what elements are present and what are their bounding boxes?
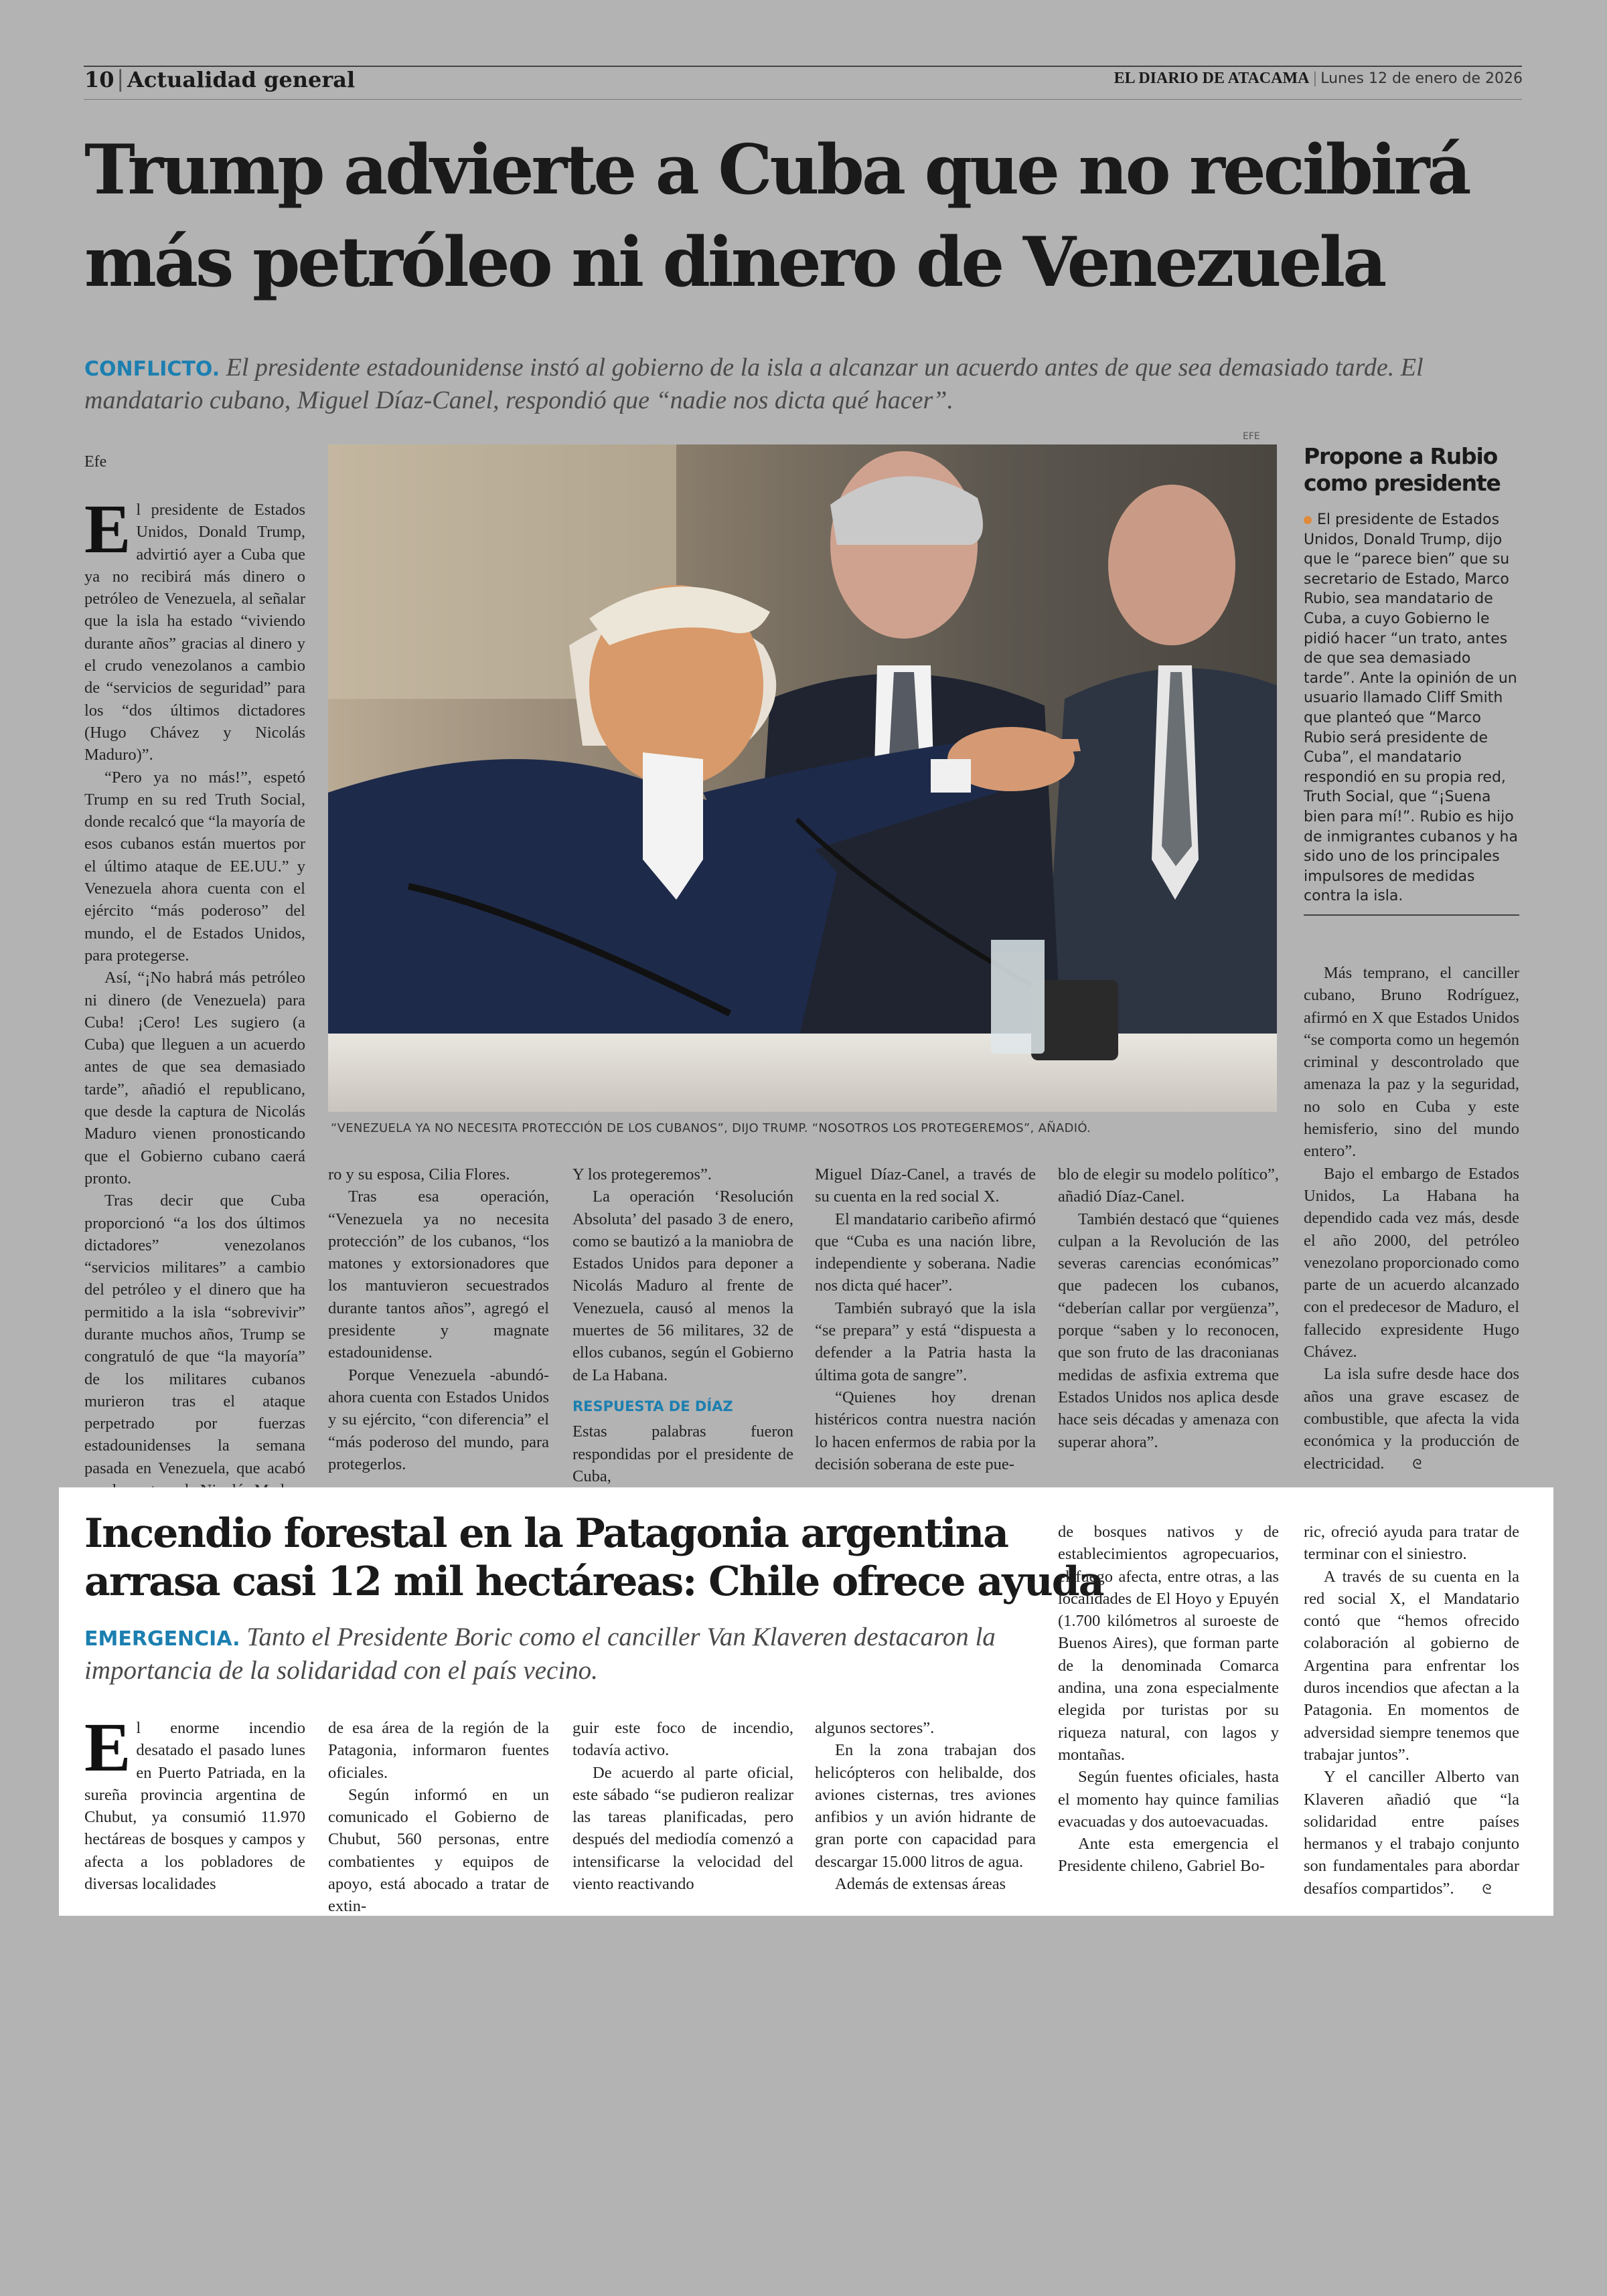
paragraph: Tras esa operación, “Venezuela ya no necesita protección” de los cubanos, “los matones y extorsionadores que los mantuvieron secuestrados durante tantos años”, agregó el presidente y magnate estadounidense. — [328, 1187, 549, 1362]
newspaper-name: EL DIARIO DE ATACAMA — [1114, 70, 1310, 87]
paragraph: ro y su esposa, Cilia Flores. — [328, 1165, 510, 1183]
article2-col5 — [1058, 1521, 1279, 1911]
photo-illustration — [328, 444, 1277, 1112]
main-photo — [328, 444, 1277, 1112]
paragraph: También destacó que “quienes culpan a la Revolución de las severas carencias económicas” que padecen los cubanos, “deberían callar por vergüenza”, porque “saben y lo reconocen, que son fruto de las draconianas medidas de asfixia extrema que Estados Unidos nos aplica desde hace seis décadas y amenaza con superar ahora”. — [1058, 1210, 1279, 1451]
end-mark-icon: ᘓ — [1482, 1880, 1492, 1897]
paragraph: Tras decir que Cuba proporcionó “a los dos últimos dictadores” venezolanos “servicios militares” a cambio del petróleo y el dinero que ha permitido a la isla “sobrevivir” durante muchos años, Trump se congratuló de que “la mayoría” de los militares cubanos murieron tras el ataque perpetrado por fuerzas estadounidenses la semana pasada en Venezuela, que acabó — [84, 1192, 305, 1477]
paragraph: El mandatario caribeño afirmó que “Cuba es una nación libre, independiente y soberana. Nadie nos dicta qué hacer”. — [815, 1210, 1036, 1295]
paragraph: Además de extensas áreas — [835, 1875, 1006, 1894]
section-name: Actualidad general — [127, 67, 356, 92]
kicker: CONFLICTO. — [84, 357, 220, 381]
article2-lede — [84, 1621, 1022, 1686]
article1-headline — [84, 124, 1523, 309]
paragraph: guir este foco de incendio, todavía activo. — [572, 1719, 793, 1760]
drop-cap: E — [84, 491, 131, 568]
sidebar-box — [1304, 443, 1519, 916]
sidebar-rule — [1304, 914, 1519, 916]
end-mark-icon: ᘓ — [1412, 1455, 1422, 1472]
paragraph: La isla sufre desde hace dos años una grave escasez de combustible, que afecta la vida económica y la producción de electricidad. ᘓ — [1304, 1363, 1519, 1475]
article2-col3 — [572, 1717, 793, 1911]
article2-headline: Incendio forestal en la Patagonia argentina arrasa casi 12 mil hectáreas: Chile ofrece ayuda — [84, 1510, 1103, 1605]
paragraph: También subrayó que la isla “se prepara” y está “dispuesta a defender a la Patria hasta la última gota de sangre”. — [815, 1299, 1036, 1384]
paragraph: l presidente de Estados Unidos, Donald Trump, advirtió ayer a Cuba que ya no recibirá más dinero o petróleo de Venezuela, al señalar que la isla ha estado “viviendo durante años” gracias al dinero y el crudo venezolanos a cambio de “servicios de seguridad” para los “dos últimos dictadores (Hugo Chávez y Nicolás Maduro)”. — [84, 501, 305, 764]
photo-caption: “VENEZUELA YA NO NECESITA PROTECCIÓN DE LOS CUBANOS”, DIJO TRUMP. “NOSOTROS LOS PROTEGEREMOS”, AÑADIÓ. — [331, 1121, 1091, 1135]
headline-line-2: más petróleo ni dinero de Venezuela — [84, 222, 1385, 303]
paragraph: Bajo el embargo de Estados Unidos, La Habana ha dependido cada vez más, desde el año 2000, del petróleo venezolano proporcionado como parte de un acuerdo alcanzado con el predecesor de Maduro, el fallecido expresidente Hugo Chávez. — [1304, 1164, 1519, 1362]
article2-col1 — [84, 1709, 305, 1911]
paragraph: Más temprano, el canciller cubano, Bruno Rodríguez, afirmó en X que Estados Unidos “se comporta como un hegemón criminal y descontrolado que amenaza la paz y la seguridad, no solo en Cuba y este hemisferio, sino del mundo entero”. — [1304, 964, 1519, 1161]
page-header — [84, 67, 1523, 98]
sidebar-bullet-icon — [1304, 516, 1312, 524]
article1-col2 — [328, 1163, 549, 1478]
article2-col4 — [815, 1717, 1036, 1911]
lede-text: El presidente estadounidense instó al gobierno de la isla a alcanzar un acuerdo antes de que sea demasiado tarde. El mandatario cubano, Miguel Díaz-Canel, respondió que “nadie nos dicta qué hacer”. — [84, 353, 1424, 414]
article1-col6 — [1304, 962, 1519, 1477]
drop-cap: E — [84, 1709, 131, 1786]
paragraph: En la zona trabajan dos helicópteros con helibalde, dos aviones cisternas, tres aviones anfibios y un avión hidrante de gran porte con capacidad para descargar 15.000 litros de agua. — [815, 1741, 1036, 1871]
paragraph: La operación ‘Resolución Absoluta’ del pasado 3 de enero, como se bautizó a la maniobra de Estados Unidos para deponer a Nicolás Maduro al frente de Venezuela, causó al menos la muertes de 56 militares, 32 de ellos cubanos, según el Gobierno de La Habana. — [572, 1187, 793, 1384]
paragraph: Estas palabras fueron respondidas por el presidente de Cuba, — [572, 1422, 793, 1485]
photo-credit: EFE — [1243, 431, 1260, 442]
lede-text: Tanto el Presidente Boric como el canciller Van Klaveren destacaron la importancia de la solidaridad con el país vecino. — [84, 1623, 996, 1685]
paragraph: Miguel Díaz-Canel, a través de su cuenta en la red social X. — [815, 1165, 1036, 1206]
headline-line-1: Trump advierte a Cuba que no recibirá — [84, 130, 1469, 210]
issue-date: Lunes 12 de enero de 2026 — [1320, 70, 1523, 87]
sidebar-title: Propone a Rubio como presidente — [1304, 443, 1501, 496]
article1-col3 — [572, 1163, 793, 1485]
paragraph: Y el canciller Alberto van Klaveren añadió que “la solidaridad entre países hermanos y el trabajo conjunto son fundamentales para abordar desafíos compartidos”. ᘓ — [1304, 1766, 1519, 1900]
paragraph: Según fuentes oficiales, hasta el momento hay quince familias evacuadas y dos autoevacuadas. — [1058, 1768, 1279, 1831]
paragraph: de esa área de la región de la Patagonia, informaron fuentes oficiales. — [328, 1719, 549, 1782]
paragraph: “Quienes hoy drenan histéricos contra nuestra nación lo hacen enfermos de rabia por la decisión soberana de este pue- — [815, 1388, 1036, 1473]
header-bottom-rule — [84, 99, 1522, 100]
article1-col4 — [815, 1163, 1036, 1478]
paragraph: “Pero ya no más!”, espetó Trump en su red Truth Social, donde recalcó que “la mayoría de esos cubanos están muertos por el último ataque de EE.UU.” y Venezuela ahora cuenta con el ejército “más poderoso” del mundo, el de Estados Unidos, para protegerse. — [84, 768, 305, 965]
byline: Efe — [84, 453, 107, 471]
article1-col5 — [1058, 1163, 1279, 1478]
kicker: EMERGENCIA. — [84, 1627, 240, 1651]
paragraph: l enorme incendio desatado el pasado lunes en Puerto Patriada, en la sureña provincia argentina de Chubut, ya consumió 11.970 hectáreas de bosques y campos y afecta a los pobladores de diversas localidades — [84, 1719, 305, 1894]
subhead: RESPUESTA DE DÍAZ — [572, 1398, 733, 1414]
paragraph: blo de elegir su modelo político”, añadió Díaz-Canel. — [1058, 1165, 1279, 1206]
paragraph: de bosques nativos y de establecimientos agropecuarios, el fuego afecta, entre otras, a las localidades de El Hoyo y Epuyén (1.700 kilómetros al suroeste de Buenos Aires), que forman parte de la denominada Comarca andina, una zona especialmente elegida por turistas por su riqueza natural, con lagos y montañas. — [1058, 1523, 1279, 1764]
paragraph: ric, ofreció ayuda para tratar de terminar con el siniestro. — [1304, 1523, 1519, 1564]
paragraph: Así, “¡No habrá más petróleo ni dinero (de Venezuela) para Cuba! ¡Cero! Les sugiero (a Cuba) que lleguen a un acuerdo antes de que sea demasiado tarde”, añadió el republicano, que desde la captura de Nicolás Maduro vienen pronosticando que el Gobierno cubano caerá pronto. — [84, 969, 305, 1187]
paragraph: algunos sectores”. — [815, 1719, 935, 1737]
sidebar-text: El presidente de Estados Unidos, Donald Trump, dijo que le “parece bien” que su secretario de Estado, Marco Rubio, sea mandatario de Cuba, a cuyo Gobierno le pidió hacer “un trato, antes de que sea demasiado tarde”. Ante la opinión de un usuario llamado Cliff Smith que planteó que “Marco Rubio será presidente de Cuba”, el mandatario respondió en su propia red, Truth Social, que “¡Suena bien para mí!”. Rubio es hijo de inmigrantes cubanos y ha sido uno de los principales impulsores de medidas contra la isla. — [1304, 511, 1518, 905]
article2-col2 — [328, 1717, 549, 1916]
header-right: EL DIARIO DE ATACAMA | Lunes 12 de enero de 2026 — [1114, 70, 1523, 87]
article1-lede — [84, 352, 1490, 416]
paragraph: Y los protegeremos”. — [572, 1165, 712, 1183]
article1-col1 — [84, 491, 305, 1477]
paragraph: De acuerdo al parte oficial, este sábado “se pudieron realizar las tareas planificadas, pero después del mediodía comenzó a intensificarse la velocidad del viento reactivando — [572, 1763, 793, 1894]
header-separator: | — [117, 66, 125, 92]
paragraph: Ante esta emergencia el Presidente chileno, Gabriel Bo- — [1058, 1835, 1279, 1876]
page-number: 10 — [84, 67, 114, 92]
article2-col6 — [1304, 1521, 1519, 1911]
paragraph: Porque Venezuela -abundó- ahora cuenta con Estados Unidos y su ejército, “con diferencia” el “más poderoso del mundo, para protegerlos. — [328, 1366, 549, 1473]
paragraph: A través de su cuenta en la red social X, el Mandatario contó que “hemos ofrecido colaboración al gobierno de Argentina para enfrentar los duros incendios que afectan a la Patagonia. En momentos de adversidad siempre tenemos que trabajar juntos”. — [1304, 1567, 1519, 1764]
paragraph: Según informó en un comunicado el Gobierno de Chubut, 560 personas, entre combatientes y equipos de apoyo, está abocado a tratar de extin- — [328, 1785, 549, 1916]
